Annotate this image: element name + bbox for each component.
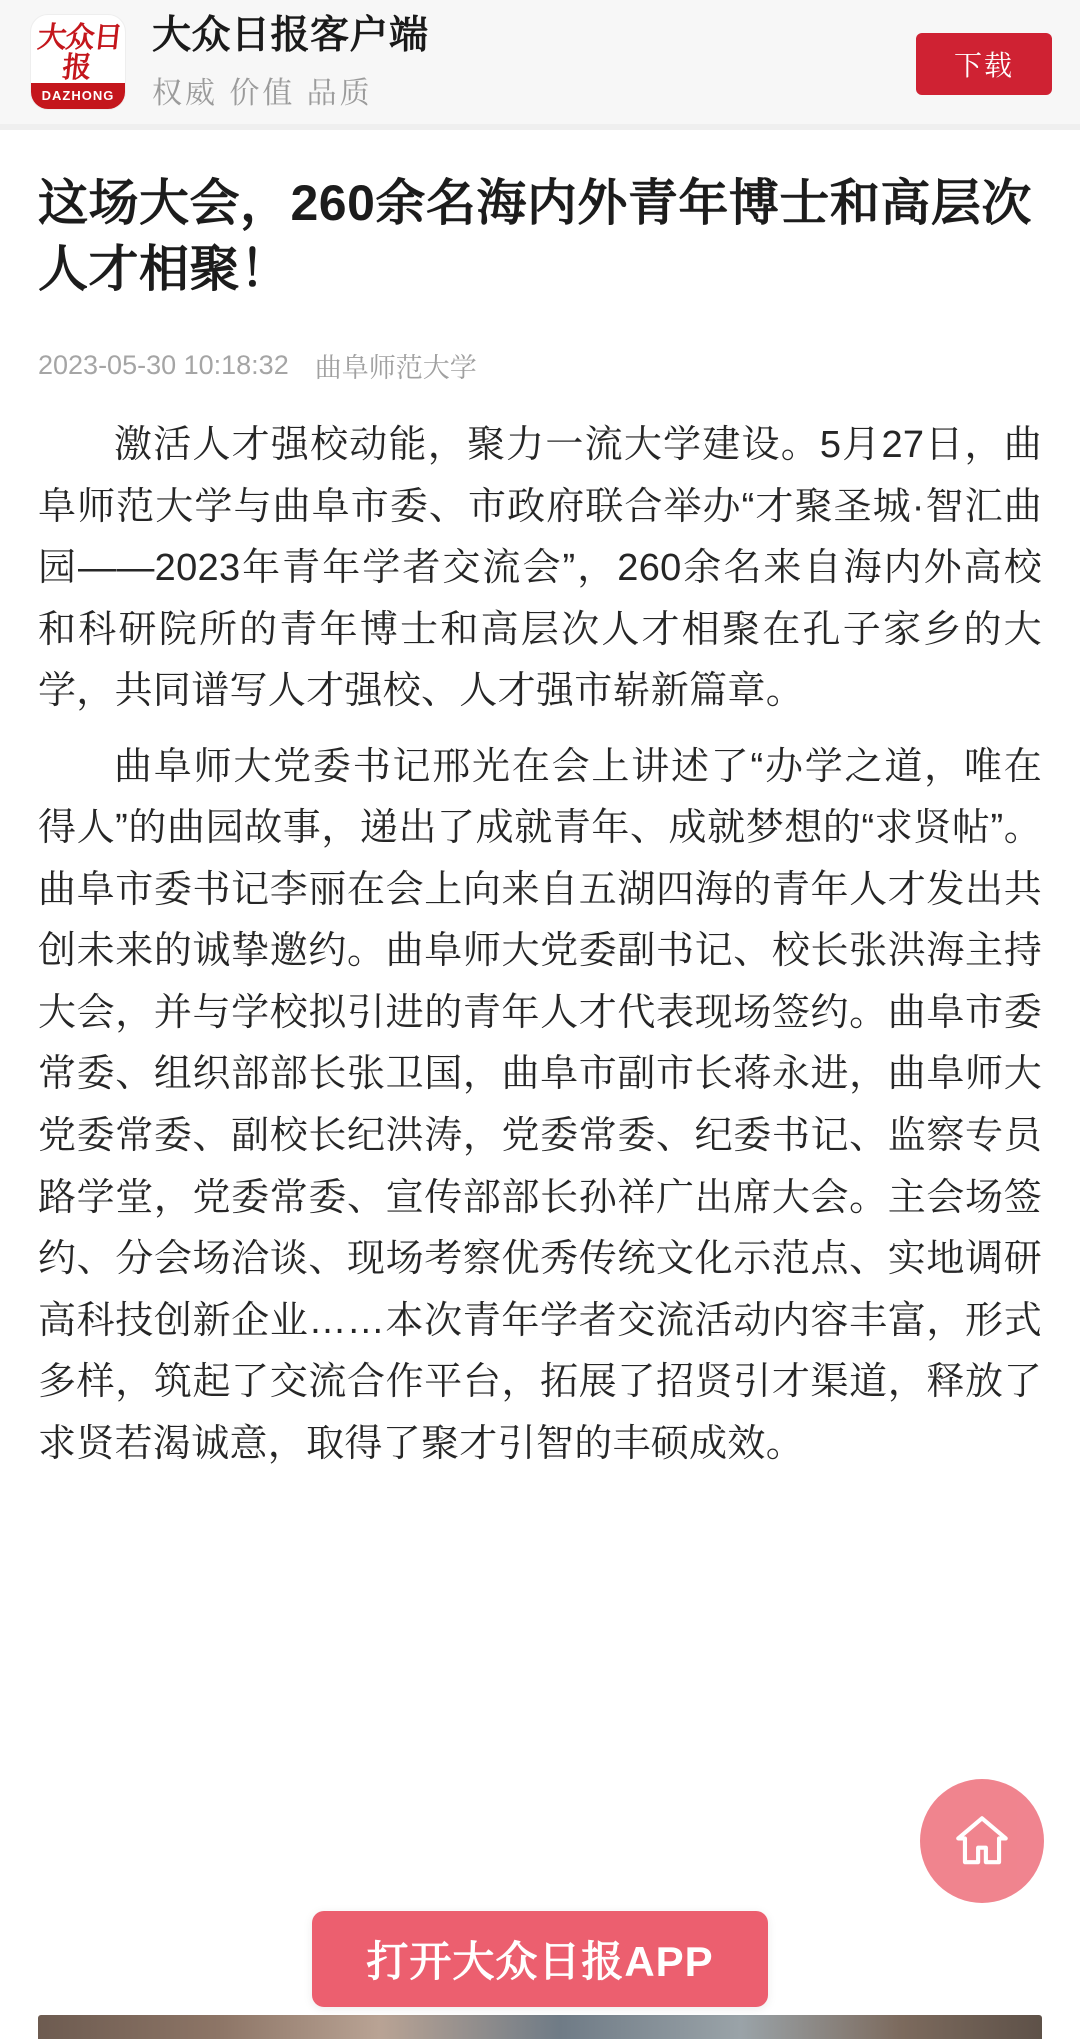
- article-source: 曲阜师范大学: [314, 353, 477, 383]
- floating-home-button[interactable]: [920, 1779, 1044, 1903]
- article-paragraph: 激活人才强校动能，聚力一流大学建设。5月27日，曲阜师范大学与曲阜市委、市政府联合举办“才聚圣城·智汇曲园——2023年青年学者交流会”，260余名来自海内外高校和科研院所的青年博士和高层次人才相聚在孔子家乡的大学，共同谱写人才强校、人才强市崭新篇章。: [38, 424, 1042, 713]
- home-icon: [951, 1810, 1013, 1872]
- article-meta: [38, 346, 1042, 385]
- app-promo-bar: [0, 0, 1080, 124]
- article-timestamp: 2023-05-30 10:18:32: [38, 350, 289, 380]
- article-paragraph: 曲阜师大党委书记邢光在会上讲述了“办学之道，唯在得人”的曲园故事，递出了成就青年、成就梦想的“求贤帖”。曲阜市委书记李丽在会上向来自五湖四海的青年人才发出共创未来的诚挚邀约。曲阜师大党委副书记、校长张洪海主持大会，并与学校拟引进的青年人才代表现场签约。曲阜市委常委、组织部部长张卫国，曲阜市副市长蒋永进，曲阜师大党委常委、副校长纪洪涛，党委常委、纪委书记、监察专员路学堂，党委常委、宣传部部长孙祥广出席大会。主会场签约、分会场洽谈、现场考察优秀传统文化示范点、实地调研高科技创新企业……本次青年学者交流活动内容丰富，形式多样，筑起了交流合作平台，拓展了招贤引才渠道，释放了求贤若渴诚意，取得了聚才引智的丰硕成效。: [38, 745, 1042, 1465]
- app-logo-chinese-text: 大众日报: [35, 22, 124, 85]
- page-title: 这场大会，260余名海内外青年博士和高层次人才相聚！: [38, 175, 1032, 297]
- app-name: 大众日报客户端: [152, 13, 429, 57]
- article-image: [38, 2015, 1042, 2039]
- app-info: [152, 12, 429, 113]
- download-button[interactable]: 下载: [916, 33, 1052, 95]
- app-logo-pinyin-band: DAZHONG: [31, 83, 125, 109]
- open-app-button[interactable]: 打开大众日报APP: [312, 1911, 768, 2007]
- article-body: [38, 415, 1042, 1475]
- app-slogan: 权威 价值 品质: [152, 77, 373, 111]
- article-container: [0, 130, 1080, 1475]
- app-logo: [30, 14, 126, 110]
